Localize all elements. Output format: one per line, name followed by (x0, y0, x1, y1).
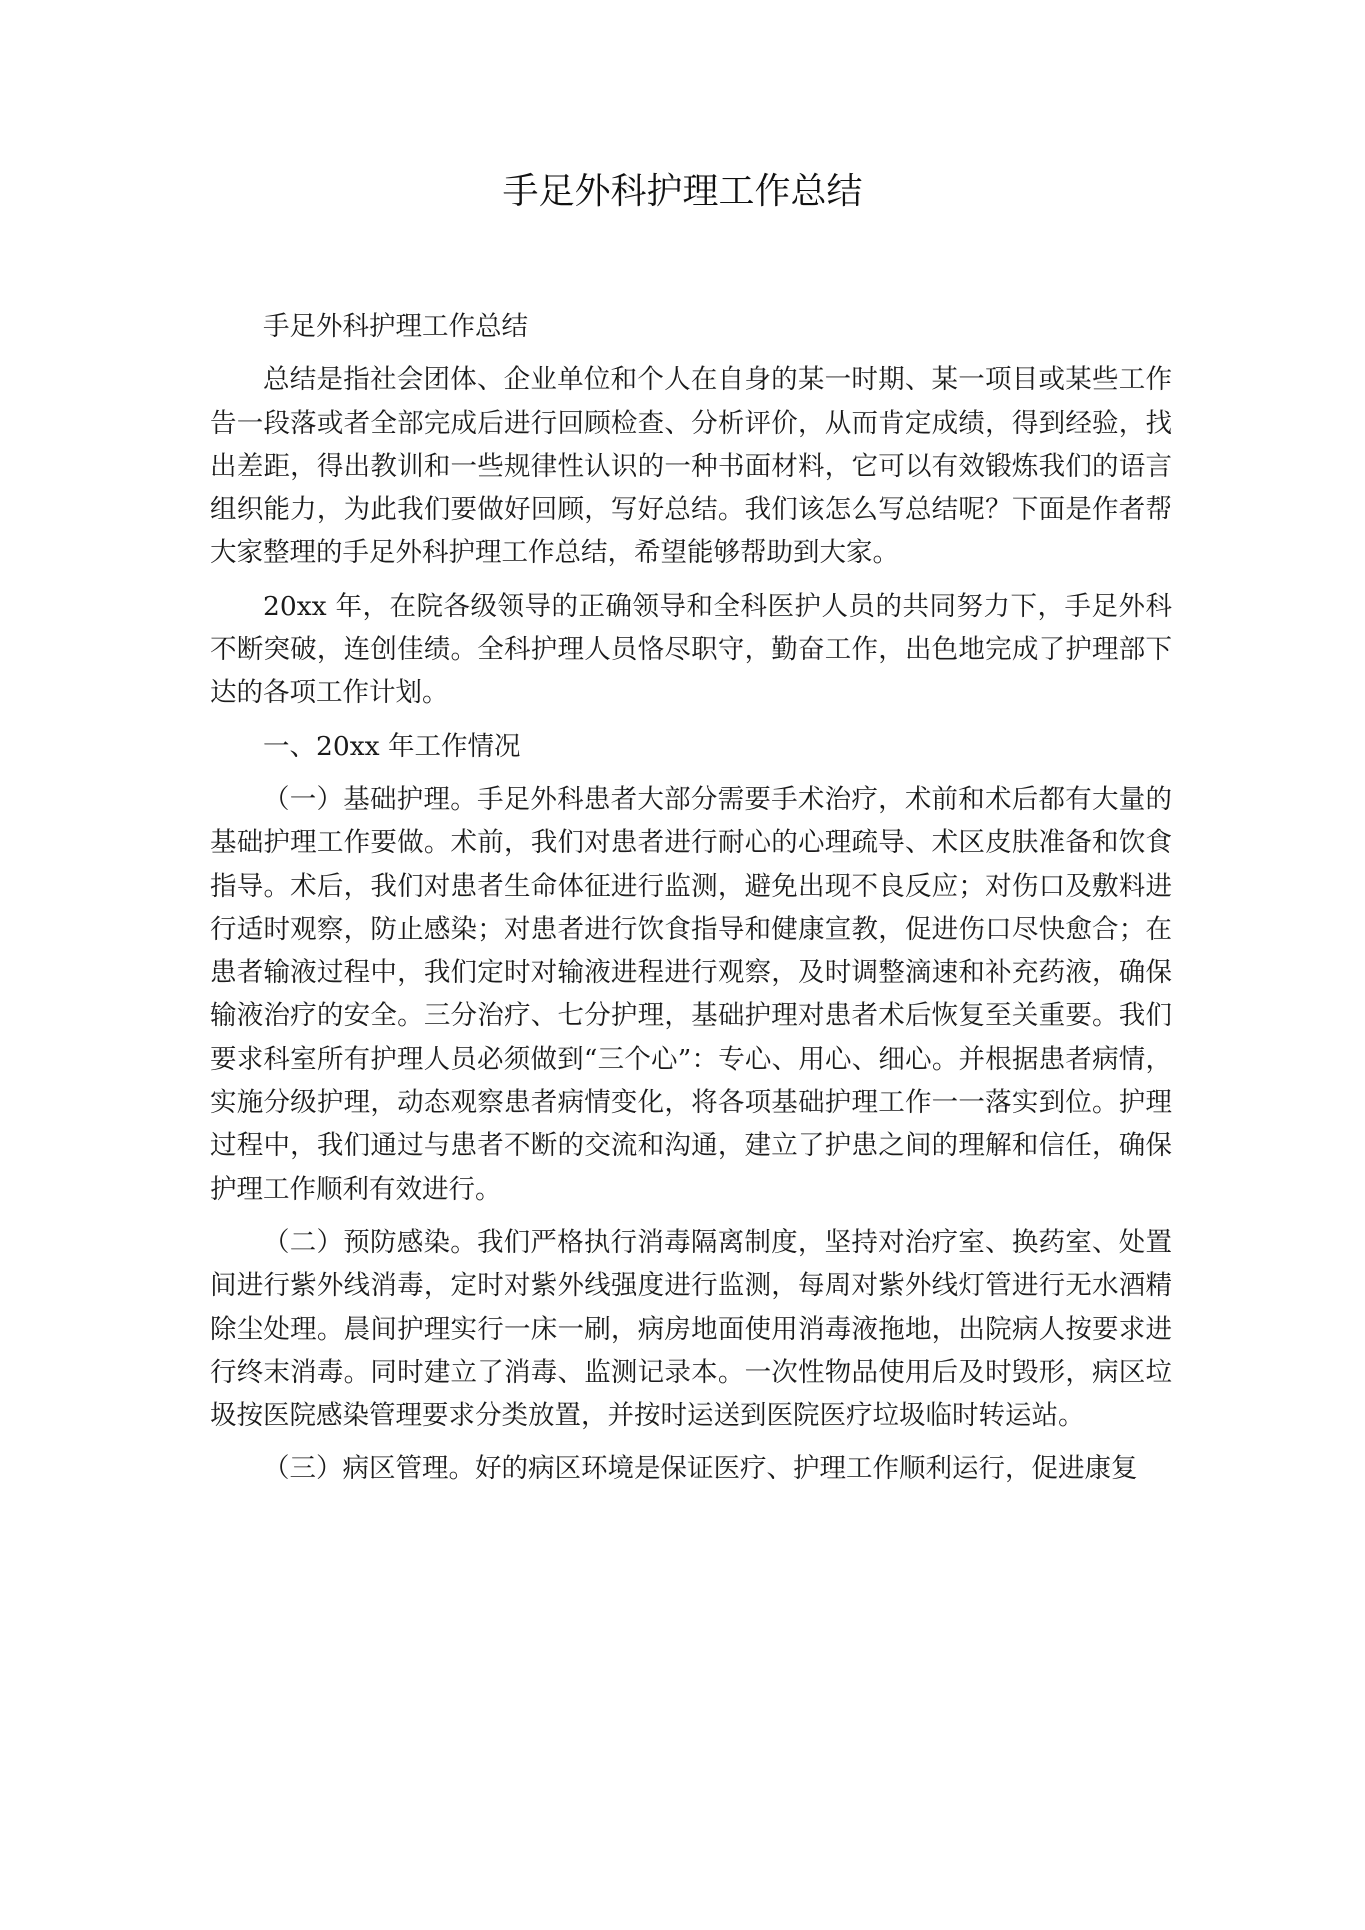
paragraph-intro: 总结是指社会团体、企业单位和个人在自身的某一时期、某一项目或某些工作告一段落或者全部完成后进行回顾检查、分析评价，从而肯定成绩，得到经验，找出差距，得出教训和一些规律性认识的一种书面材料，它可以有效锻炼我们的语言组织能力，为此我们要做好回顾，写好总结。我们该怎么写总结呢？下面是作者帮大家整理的手足外科护理工作总结，希望能够帮助到大家。 (210, 364, 1172, 569)
paragraph-heading: 手足外科护理工作总结 (263, 311, 528, 342)
paragraph-ward-management: （三）病区管理。好的病区环境是保证医疗、护理工作顺利运行，促进康复 (263, 1453, 1138, 1485)
document-body (210, 305, 1172, 1491)
paragraph-basic-nursing: （一）基础护理。手足外科患者大部分需要手术治疗，术前和术后都有大量的基础护理工作要做。术前，我们对患者进行耐心的心理疏导、术区皮肤准备和饮食指导。术后，我们对患者生命体征进行监测，避免出现不良反应；对伤口及敷料进行适时观察，防止感染；对患者进行饮食指导和健康宣教，促进伤口尽快愈合；在患者输液过程中，我们定时对输液进程进行观察，及时调整滴速和补充药液，确保输液治疗的安全。三分治疗、七分护理，基础护理对患者术后恢复至关重要。我们要求科室所有护理人员必须做到“三个心”：专心、用心、细心。并根据患者病情，实施分级护理，动态观察患者病情变化，将各项基础护理工作一一落实到位。护理过程中，我们通过与患者不断的交流和沟通，建立了护患之间的理解和信任，确保护理工作顺利有效进行。 (210, 783, 1172, 1205)
section-heading-work-status: 一、20xx 年工作情况 (263, 730, 521, 762)
document-title: 手足外科护理工作总结 (502, 171, 863, 212)
paragraph-infection-prevention: （二）预防感染。我们严格执行消毒隔离制度，坚持对治疗室、换药室、处置间进行紫外线消毒，定时对紫外线强度进行监测，每周对紫外线灯管进行无水酒精除尘处理。晨间护理实行一床一刷，病房地面使用消毒液拖地，出院病人按要求进行终末消毒。同时建立了消毒、监测记录本。一次性物品使用后及时毁形，病区垃圾按医院感染管理要求分类放置，并按时运送到医院医疗垃圾临时转运站。 (210, 1226, 1172, 1432)
paragraph-overview: 20xx 年，在院各级领导的正确领导和全科医护人员的共同努力下，手足外科不断突破，连创佳绩。全科护理人员恪尽职守，勤奋工作，出色地完成了护理部下达的各项工作计划。 (210, 590, 1172, 709)
